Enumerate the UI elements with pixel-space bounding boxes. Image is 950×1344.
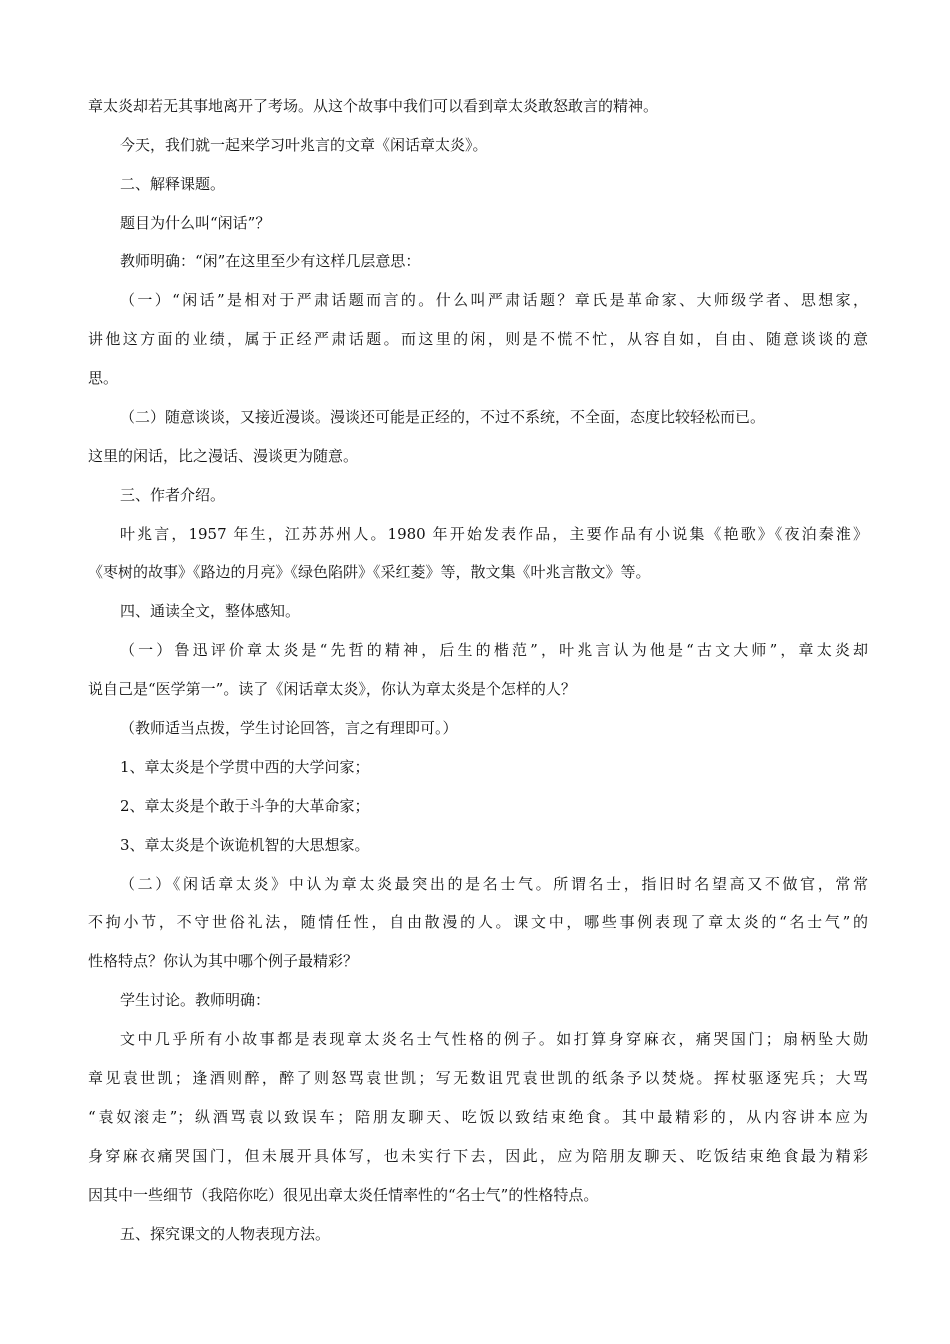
text-line-25: 文中几乎所有小故事都是表现章太炎名士气性格的例子。如打算身穿麻衣，痛哭国门；扇柄坠大勋 (120, 1030, 868, 1048)
section-heading-2: 二、解释课题。 (120, 175, 226, 193)
list-item-2: 2、章太炎是个敢于斗争的大革命家； (120, 797, 370, 815)
text-line-6: （一）“闲话”是相对于严肃话题而言的。什么叫严肃话题？章氏是革命家、大师级学者、思想家， (120, 291, 868, 309)
list-item-3: 3、章太炎是个诙诡机智的大思想家。 (120, 836, 370, 854)
text-line-7: 讲他这方面的业绩，属于正经严肃话题。而这里的闲，则是不慌不忙，从容自如，自由、随意谈谈的意 (88, 330, 868, 348)
text-line-29: 因其中一些细节（我陪你吃）很见出章太炎任情率性的“名士气”的性格特点。 (88, 1186, 599, 1204)
text-line-4: 题目为什么叫“闲话”？ (120, 214, 271, 232)
section-heading-4: 四、通读全文，整体感知。 (120, 602, 301, 620)
text-line-10: 这里的闲话，比之漫话、漫谈更为随意。 (88, 447, 359, 465)
section-heading-3: 三、作者介绍。 (120, 486, 226, 504)
text-line-17: （教师适当点拨，学生讨论回答，言之有理即可。） (120, 719, 458, 737)
text-line-26: 章见袁世凯；逢酒则醉，醉了则怒骂袁世凯；写无数诅咒袁世凯的纸条予以焚烧。挥杖驱逐宪兵；大骂 (88, 1069, 868, 1087)
section-heading-5: 五、探究课文的人物表现方法。 (120, 1225, 331, 1243)
text-line-27: “袁奴滚走”；纵酒骂袁以致误车；陪朋友聊天、吃饭以致结束绝食。其中最精彩的，从内容讲本应为 (88, 1108, 868, 1126)
text-line-22: 不拘小节，不守世俗礼法，随情任性，自由散漫的人。课文中，哪些事例表现了章太炎的“名士气”的 (88, 913, 868, 931)
text-line-1: 章太炎却若无其事地离开了考场。从这个故事中我们可以看到章太炎敢怒敢言的精神。 (88, 97, 659, 115)
text-line-15: （一）鲁迅评价章太炎是“先哲的精神，后生的楷范”，叶兆言认为他是“古文大师”，章太炎却 (120, 641, 868, 659)
text-line-8: 思。 (88, 369, 119, 387)
text-line-2: 今天，我们就一起来学习叶兆言的文章《闲话章太炎》。 (120, 136, 488, 154)
text-line-28: 身穿麻衣痛哭国门，但未展开具体写，也未实行下去，因此，应为陪朋友聊天、吃饭结束绝食最为精彩 (88, 1147, 868, 1165)
list-item-1: 1、章太炎是个学贯中西的大学问家； (120, 758, 370, 776)
text-line-21: （二）《闲话章太炎》中认为章太炎最突出的是名士气。所谓名士，指旧时名望高又不做官，常常 (120, 875, 868, 893)
text-line-9: （二）随意谈谈，又接近漫谈。漫谈还可能是正经的，不过不系统，不全面，态度比较轻松而已。 (120, 408, 766, 426)
text-line-24: 学生讨论。教师明确： (120, 991, 271, 1009)
text-line-23: 性格特点？你认为其中哪个例子最精彩？ (88, 952, 359, 970)
text-line-12: 叶兆言，1957 年生，江苏苏州人。1980 年开始发表作品，主要作品有小说集《艳歌》《夜泊秦淮》 (120, 525, 868, 543)
text-line-16: 说自己是“医学第一”。读了《闲话章太炎》，你认为章太炎是个怎样的人？ (88, 680, 576, 698)
text-line-5: 教师明确：“闲”在这里至少有这样几层意思： (120, 252, 421, 270)
text-line-13: 《枣树的故事》《路边的月亮》《绿色陷阱》《采红菱》等，散文集《叶兆言散文》等。 (88, 563, 651, 581)
